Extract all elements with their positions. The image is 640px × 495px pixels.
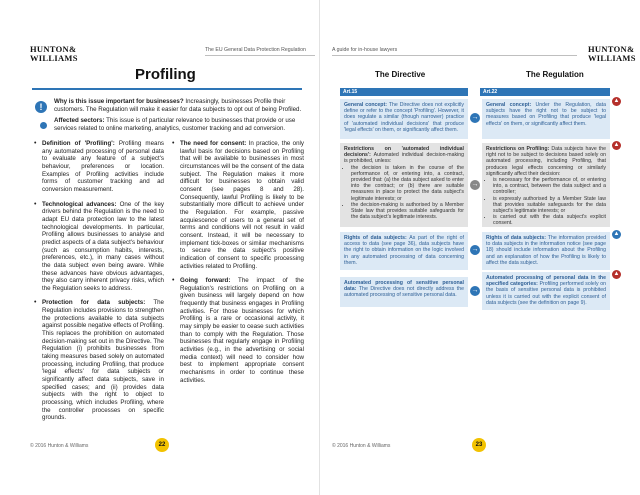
page-title: Profiling xyxy=(135,66,196,83)
bullet-going-forward: • Going forward: The impact of the Regulation's restrictions on Profiling on a given business will largely depend on how frequently that business engages in Profiling activities. For those businesses for which Profiling is a rare or occasional activity, it may simply be easier to cease such activities than to comply with the Regulation. Those businesses that regularly engage in Profiling activities (e.g., in the advertising or social media context) will need to consider how best to implement appropriate consent mechanisms in order to continue these activities. xyxy=(172,277,304,384)
affected-sectors: Affected sectors: This issue is of particular relevance to businesses that provide or use services related to online marketing, analytics, customer tracking and ad conversion. xyxy=(54,117,296,132)
directive-article-tab: Art.15 xyxy=(340,88,468,96)
exclamation-icon: ! xyxy=(35,101,47,113)
running-header: A guide for in-house lawyers xyxy=(332,47,398,53)
list-item: • is expressly authorised by a Member State law that provides suitable safeguards for the data subject's legitimate interests; or xyxy=(493,196,606,215)
directive-restrictions: Restrictions on 'automated individual decisions': Automated individual decision-making is prohibited, unless: • the decision is taken in the course of the performance of, or entering into, a contract, provided that: (a) the data subject asked to enter into the contract; or (b) there are suitable measures in place to protect the data subject's legitimate interests; or • the decision-making is authorised by a Member State law that provides suitable safeguards for the data subject's legitimate interests. xyxy=(340,143,468,227)
title-underline xyxy=(32,88,302,90)
summary-block xyxy=(54,98,304,132)
list-item: • the decision is taken in the course of the performance of, or entering into, a contract, provided that: (a) the data subject asked to enter into the contract; or (b) there are suitable measures in place to protect the data subject's legitimate interests; or xyxy=(351,165,464,202)
bullet-need-for-consent: • The need for consent: In practice, the only lawful basis for decisions based on Profiling that will be available to businesses in most circumstances will be the consent of the data subject. The Regulation makes it more difficult for businesses to obtain valid consent (see pages 8 and 28). Consequently, lawful Profiling is likely to be substantially more difficult to achieve under the Regulation. For example, passive acquiescence of users to a general set of terms and conditions will not result in valid consent. Instead, it will be necessary to implement tick-boxes or similar mechanisms to secure the data subject's positive indication of consent to specific processing activities related to Profiling. xyxy=(172,140,304,270)
bullet-definition: • Definition of 'Profiling': Profiling means any automated processing of personal data to evaluate any feature of a subject's behaviour, preferences or location. Examples of Profiling activities include forms of customer tracking and ad conversion measurement. xyxy=(34,140,164,194)
arrow-right-icon: → xyxy=(471,246,479,253)
hunton-williams-logo: HUNTON& WILLIAMS xyxy=(30,44,78,63)
change-marker-icon: ▲ xyxy=(613,271,620,277)
running-header: The EU General Data Protection Regulation xyxy=(205,47,306,53)
list-item: • is necessary for the performance of, or entering into, a contract, between the data subject and a controller; xyxy=(493,177,606,196)
copyright: © 2016 Hunton & Williams xyxy=(30,443,89,449)
header-rule xyxy=(205,55,315,56)
regulation-restrictions-list xyxy=(486,177,606,227)
header-rule xyxy=(332,55,577,56)
directive-rights: Rights of data subjects: As part of the right of access to data (see page 36), data subjects have the right to obtain information on the logic involved in any automated processing of data concerning them. xyxy=(340,232,468,270)
regulation-article-tab: Art.22 xyxy=(480,88,610,96)
directive-restrictions-list xyxy=(344,165,464,221)
regulation-sensitive-data: Automated processing of personal data in the specified categories: Profiling performed solely on the basis of sensitive personal data is prohibited unless it is carried out with the explicit consent of data subjects (see the definition on page 9). xyxy=(482,272,610,310)
regulation-general-concept: General concept: Under the Regulation, data subjects have the right not to be subject to measures based on Profiling that produce 'legal effects' on them, or significantly affect them. xyxy=(482,99,610,139)
page-number-badge: 22 xyxy=(155,438,169,452)
bullet-technological-advances: • Technological advances: One of the key drivers behind the Regulation is the need to adapt EU data protection law to the latest technological developments. In particular, Profiling allows businesses to analyse and predict aspects of a data subject's behaviour (such as consumption habits, interests, preferences, etc.), in many cases without the data subject even being aware. While these advances have obvious advantages, they also carry inherent privacy risks, which the Regulation seeks to address. xyxy=(34,201,164,293)
change-marker-icon: ▲ xyxy=(613,98,620,104)
arrow-right-icon: → xyxy=(471,287,479,294)
hunton-williams-logo: HUNTON& WILLIAMS xyxy=(588,44,636,63)
left-column-1 xyxy=(34,140,164,429)
arrow-right-icon: → xyxy=(471,114,479,121)
regulation-column-heading: The Regulation xyxy=(526,70,584,79)
copyright: © 2016 Hunton & Williams xyxy=(332,443,391,449)
regulation-rights: Rights of data subjects: The information provided to data subjects in the information notice (see page 18) should include information about the Profiling and an explanation of how the Profiling is likely to affect the data subject. xyxy=(482,232,610,270)
right-page xyxy=(320,0,640,495)
why-important: Why is this issue important for businesses? Increasingly, businesses Profile their customers. The Regulation will make it easier for data subjects to opt out of being Profiled. xyxy=(54,98,302,113)
page-number-badge: 23 xyxy=(472,438,486,452)
bullet-protection: • Protection for data subjects: The Regulation includes provisions to strengthen the protections available to data subjects against possible negative effects of Profiling. This replaces the prohibition on automated decision-making set out in the Directive. The Regulation (i) prohibits businesses from taking measures based solely on automated processing, including Profiling, that produce 'legal effects' for data subjects or significantly affect data subjects, save in specified cases; and (ii) provides data subjects with the right to object to processing, which includes Profiling, where the controller processes on specific grounds. xyxy=(34,299,164,422)
sectors-dot-icon xyxy=(40,122,47,129)
regulation-restrictions: Restrictions on Profiling: Data subjects have the right not to be subject to decisions based solely on automated processing, including Profiling, that produces legal effects concerning or similarly significantly affect their decision: • is necessary for the performance of, or entering into, a contract, between the data subject and a controller; • is expressly authorised by a Member State law that provides suitable safeguards for the data subject's legitimate interests; or • is carried out with the data subject's explicit consent. xyxy=(482,143,610,227)
directive-column-heading: The Directive xyxy=(375,70,426,79)
list-item: • the decision-making is authorised by a Member State law that provides suitable safeguards for the data subject's legitimate interests. xyxy=(351,202,464,221)
change-marker-icon: ▲ xyxy=(613,231,620,237)
directive-general-concept: General concept: The Directive does not explicitly define or refer to the concept 'Profiling'. However, it does regulate a similar (though narrower) practice of 'automated individual decisions' that produce 'legal effects' on them, or significantly affect them. xyxy=(340,99,468,139)
change-marker-icon: ▲ xyxy=(613,142,620,148)
list-item: • is carried out with the data subject's explicit consent. xyxy=(493,214,606,226)
left-column-2 xyxy=(172,140,304,391)
arrow-right-icon: → xyxy=(471,181,479,188)
directive-sensitive-data: Automated processing of sensitive personal data: The Directive does not directly address the automated processing of sensitive personal data. xyxy=(340,277,468,307)
